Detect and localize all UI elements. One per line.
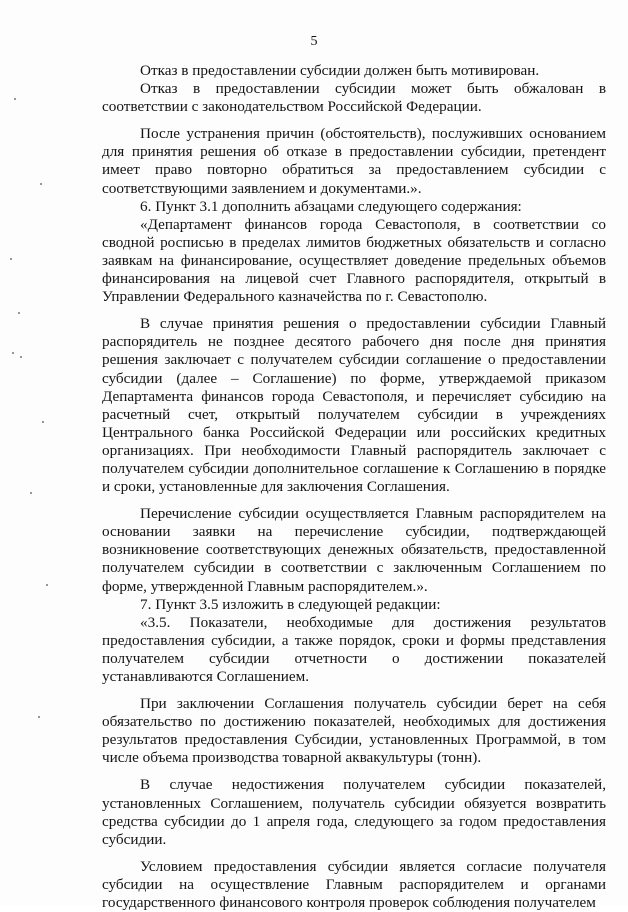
scan-speck bbox=[20, 356, 22, 358]
paragraph-refusal-appeal: Отказ в предоставлении субсидии может быть обжалован в соответствии с законодательством Российской Федерации. bbox=[102, 80, 606, 116]
paragraph-obligation: При заключении Соглашения получатель субсидии берет на себя обязательство по достижению показателей, необходимых для достижения результатов предоставления Субсидии, установленных Программой, в том числе объема производства товарной аквакультуры (тонн). bbox=[102, 695, 606, 767]
scan-speck bbox=[10, 258, 12, 260]
scan-speck bbox=[42, 421, 44, 423]
paragraph-item-7: 7. Пункт 3.5 изложить в следующей редакции: bbox=[140, 595, 441, 613]
scan-speck bbox=[30, 492, 32, 494]
paragraph-finance-department: «Департамент финансов города Севастополя, в соответствии со сводной росписью в пределах лимитов бюджетных обязательств и согласно заявкам на финансирование, осуществляет доведение предельных объемов финансирования на лицевой счет Главного распорядителя, открытый в Управлении Федерального казначейства по г. Севастополю. bbox=[102, 215, 606, 306]
paragraph-item-6: 6. Пункт 3.1 дополнить абзацами следующего содержания: bbox=[140, 197, 522, 215]
scan-speck bbox=[38, 716, 40, 718]
paragraph-agreement-conclusion: В случае принятия решения о предоставлении субсидии Главный распорядитель не позднее десятого рабочего дня после дня принятия решения заключает с получателем субсидии соглашение о предоставлении субсидии (далее – Соглашение) по форме, утверждаемой приказом Департамента финансов города Севастополя, и перечисляет субсидию на расчетный счет, открытый получателем субсидии в учреждениях Центрального банка Российской Федерации или российских кредитных организациях. При необходимости Главный распорядитель заключает с получателем субсидии дополнительное соглашение к Соглашению в порядке и сроки, установленные для заключения Соглашения. bbox=[102, 315, 606, 496]
body-text bbox=[102, 62, 606, 912]
paragraph-failure-return: В случае недостижения получателем субсидии показателей, установленных Соглашением, получатель субсидии обязуется возвратить средства субсидии до 1 апреля года, следующего за годом предоставления субсидии. bbox=[102, 776, 606, 848]
paragraph-consent-condition: Условием предоставления субсидии является согласие получателя субсидии на осуществление Главным распорядителем и органами государственного финансового контроля проверок соблюдения получателем bbox=[102, 857, 606, 912]
scan-speck bbox=[14, 98, 16, 100]
paragraph-subsidy-transfer: Перечисление субсидии осуществляется Главным распорядителем на основании заявки на перечисление субсидии, подтверждающей возникновение соответствующих денежных обязательств, предоставленной получателем субсидии в соответствии с заключенным Соглашением по форме, утвержденной Главным распорядителем.». bbox=[102, 505, 606, 595]
scan-speck bbox=[18, 312, 20, 314]
scan-speck bbox=[40, 183, 42, 185]
scan-speck bbox=[46, 584, 48, 586]
paragraph-clause-3-5: «3.5. Показатели, необходимые для достижения результатов предоставления субсидии, а также порядок, сроки и формы представления получателем субсидии отчетности о достижении показателей устанавливаются Соглашением. bbox=[102, 613, 606, 685]
scan-speck bbox=[12, 352, 14, 354]
paragraph-refusal-reasoned: Отказ в предоставлении субсидии должен быть мотивирован. bbox=[140, 62, 540, 79]
page-number: 5 bbox=[310, 34, 318, 49]
paragraph-reapply-right: После устранения причин (обстоятельств), послуживших основанием для принятия решения об отказе в предоставлении субсидии, претендент имеет право повторно обратиться за предоставлением субсидии с соответствующими заявлением и документами.». bbox=[102, 125, 606, 197]
